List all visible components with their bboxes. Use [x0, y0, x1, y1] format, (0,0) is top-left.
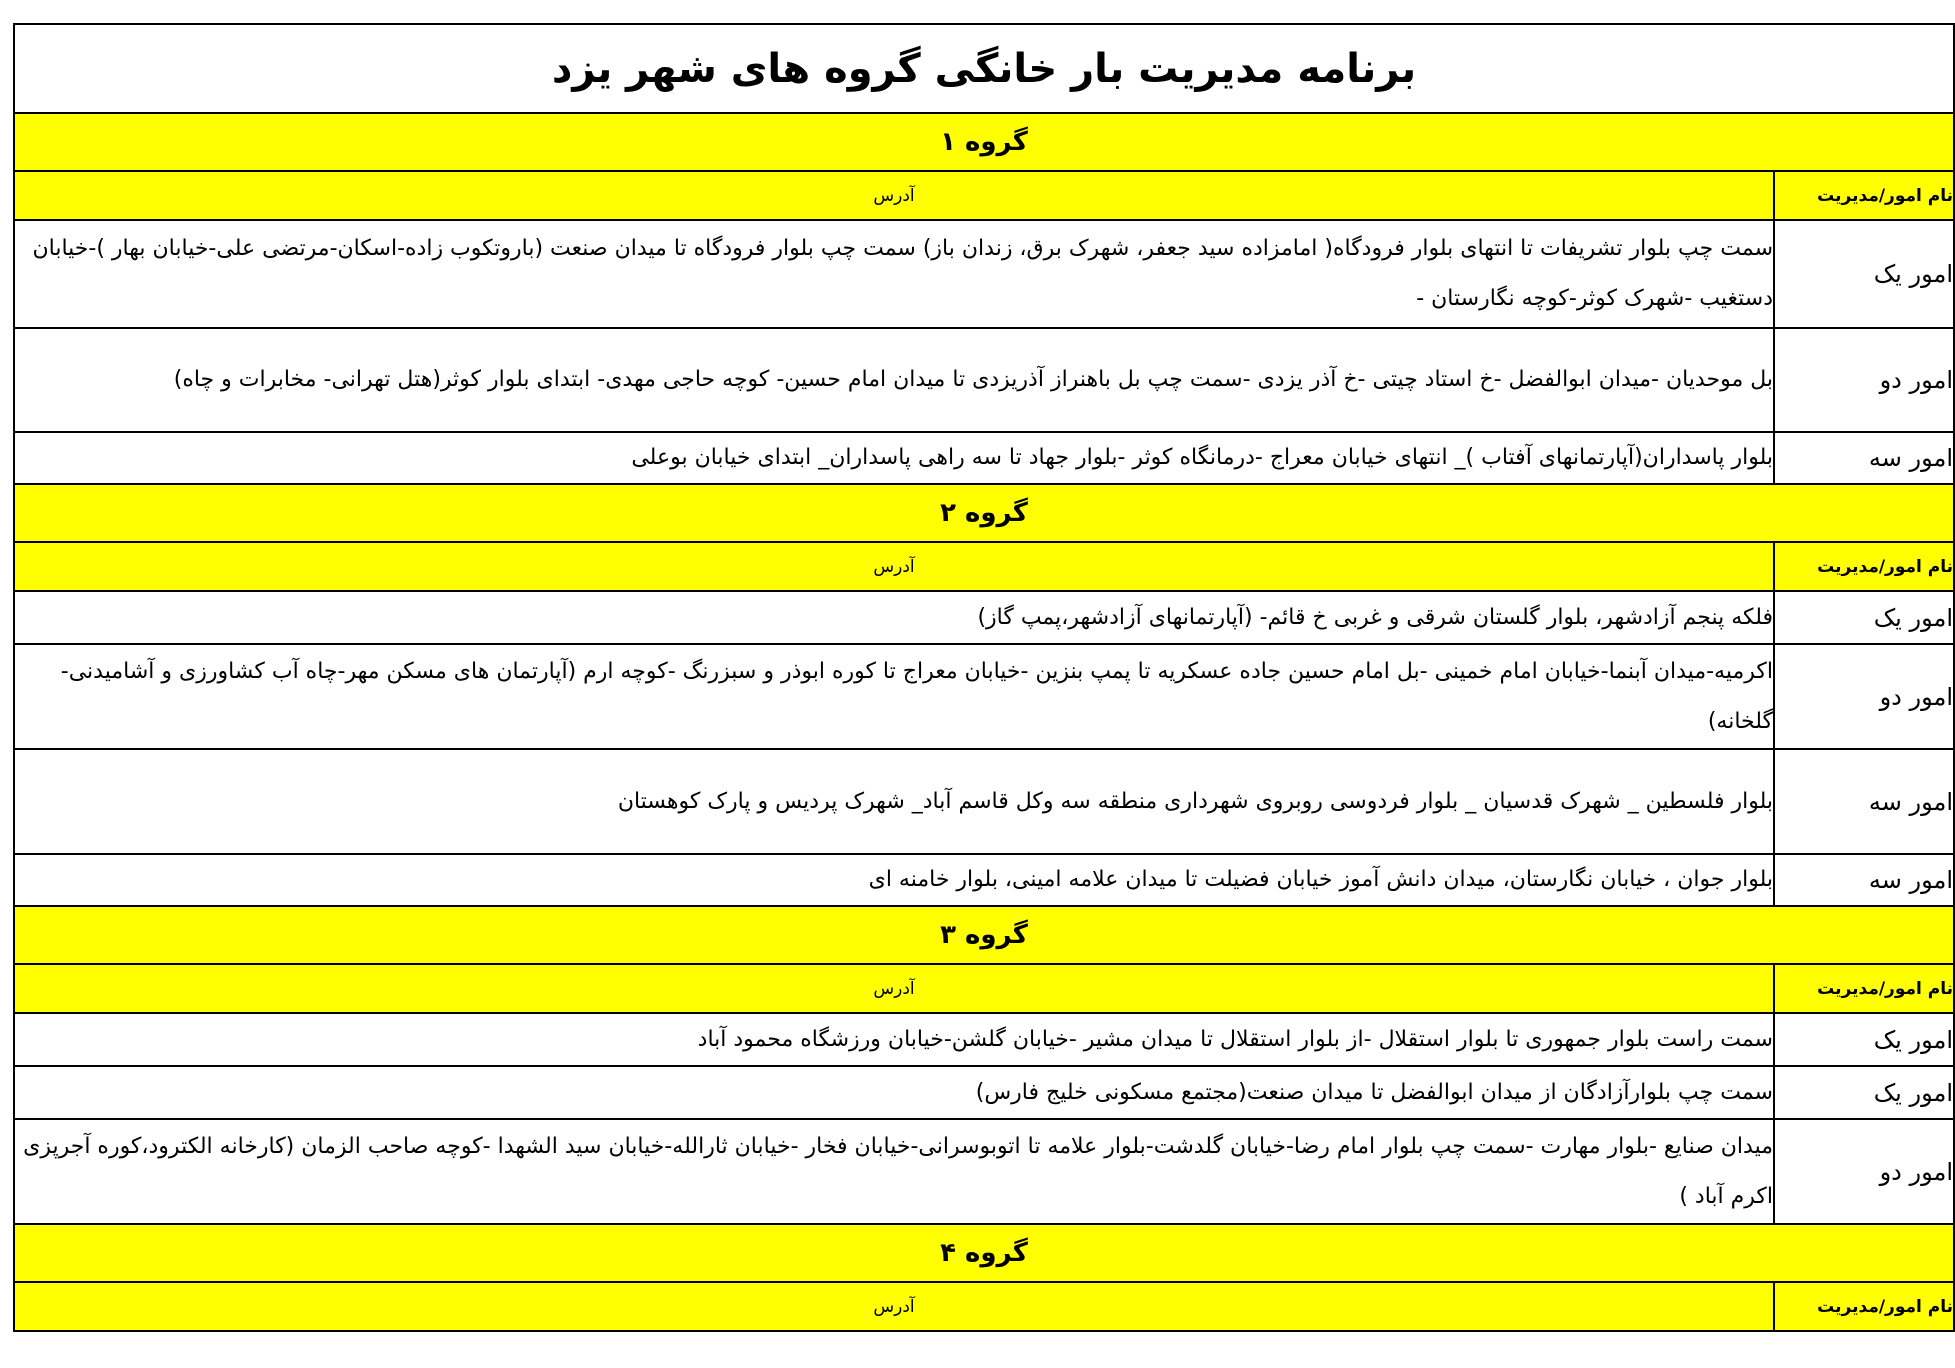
group-label: گروه ۳: [14, 906, 1954, 964]
district-name-cell: امور دو: [1774, 328, 1954, 432]
district-name-cell: امور یک: [1774, 220, 1954, 328]
district-name-cell: امور دو: [1774, 644, 1954, 749]
load-management-table: [13, 23, 1955, 1332]
address-cell: سمت چپ بلوارآزادگان از میدان ابوالفضل تا میدان صنعت(مجتمع مسکونی خلیج فارس): [14, 1066, 1774, 1119]
header-name-cell: نام امور/مدیریت: [1774, 542, 1954, 591]
group-label: گروه ۴: [14, 1224, 1954, 1282]
column-header-row: [14, 964, 1954, 1013]
table-row: [14, 644, 1954, 749]
table-row: [14, 591, 1954, 644]
address-cell: بلوار جوان ، خیابان نگارستان، میدان دانش آموز خیابان فضیلت تا میدان علامه امینی، بلوار خامنه ای: [14, 854, 1774, 906]
title-row: [14, 24, 1954, 113]
group-label: گروه ۱: [14, 113, 1954, 171]
header-address-cell: آدرس: [14, 964, 1774, 1013]
header-address-cell: آدرس: [14, 1282, 1774, 1331]
district-name-cell: امور یک: [1774, 591, 1954, 644]
group-row: [14, 906, 1954, 964]
address-cell: بلوار فلسطین _ شهرک قدسیان _ بلوار فردوسی روبروی شهرداری منطقه سه وکل قاسم آباد_ شهرک پردیس و پارک کوهستان: [14, 749, 1774, 854]
address-cell: میدان صنایع -بلوار مهارت -سمت چپ بلوار امام رضا-خیابان گلدشت-بلوار علامه تا اتوبوسرانی-خیابان فخار -خیابان ثارالله-خیابان سید الشهدا -کوچه صاحب الزمان (کارخانه الکترود،کوره آجرپزی اکرم آباد ): [14, 1119, 1774, 1224]
header-name-cell: نام امور/مدیریت: [1774, 964, 1954, 1013]
page-title: برنامه مدیریت بار خانگی گروه های شهر یزد: [14, 24, 1954, 113]
column-header-row: [14, 171, 1954, 220]
table-row: [14, 749, 1954, 854]
table-row: [14, 432, 1954, 484]
address-cell: اکرمیه-میدان آبنما-خیابان امام خمینی -بل امام حسین جاده عسکریه تا پمپ بنزین -خیابان معراج تا کوره ابوذر و سبزرنگ -کوچه ارم (آپارتمان های مسکن مهر-چاه آب کشاورزی و آشامیدنی-گلخانه): [14, 644, 1774, 749]
address-cell: سمت چپ بلوار تشریفات تا انتهای بلوار فرودگاه( امامزاده سید جعفر، شهرک برق، زندان باز) سمت چپ بلوار فرودگاه تا میدان صنعت (باروتکوب زاده-اسکان-مرتضی علی-خیابان بهار )-خیابان دستغیب -شهرک کوثر-کوچه نگارستان -: [14, 220, 1774, 328]
district-name-cell: امور سه: [1774, 749, 1954, 854]
table-row: [14, 1119, 1954, 1224]
address-cell: فلکه پنجم آزادشهر، بلوار گلستان شرقی و غربی خ قائم- (آپارتمانهای آزادشهر،پمپ گاز): [14, 591, 1774, 644]
column-header-row: [14, 542, 1954, 591]
header-address-cell: آدرس: [14, 542, 1774, 591]
table-row: [14, 328, 1954, 432]
table-row: [14, 854, 1954, 906]
header-name-cell: نام امور/مدیریت: [1774, 1282, 1954, 1331]
address-cell: بل موحدیان -میدان ابوالفضل -خ استاد چیتی -خ آذر یزدی -سمت چپ بل باهنراز آذریزدی تا میدان امام حسین- کوچه حاجی مهدی- ابتدای بلوار کوثر(هتل تهرانی- مخابرات و چاه): [14, 328, 1774, 432]
table-row: [14, 1066, 1954, 1119]
header-name-cell: نام امور/مدیریت: [1774, 171, 1954, 220]
group-row: [14, 484, 1954, 542]
header-address-cell: آدرس: [14, 171, 1774, 220]
district-name-cell: امور سه: [1774, 854, 1954, 906]
district-name-cell: امور یک: [1774, 1066, 1954, 1119]
group-row: [14, 1224, 1954, 1282]
district-name-cell: امور دو: [1774, 1119, 1954, 1224]
table-row: [14, 220, 1954, 328]
group-label: گروه ۲: [14, 484, 1954, 542]
district-name-cell: امور سه: [1774, 432, 1954, 484]
column-header-row: [14, 1282, 1954, 1331]
district-name-cell: امور یک: [1774, 1013, 1954, 1066]
group-row: [14, 113, 1954, 171]
address-cell: سمت راست بلوار جمهوری تا بلوار استقلال -از بلوار استقلال تا میدان مشیر -خیابان گلشن-خیابان ورزشگاه محمود آباد: [14, 1013, 1774, 1066]
address-cell: بلوار پاسداران(آپارتمانهای آفتاب )_ انتهای خیابان معراج -درمانگاه کوثر -بلوار جهاد تا سه راهی پاسداران_ ابتدای خیابان بوعلی: [14, 432, 1774, 484]
table-row: [14, 1013, 1954, 1066]
